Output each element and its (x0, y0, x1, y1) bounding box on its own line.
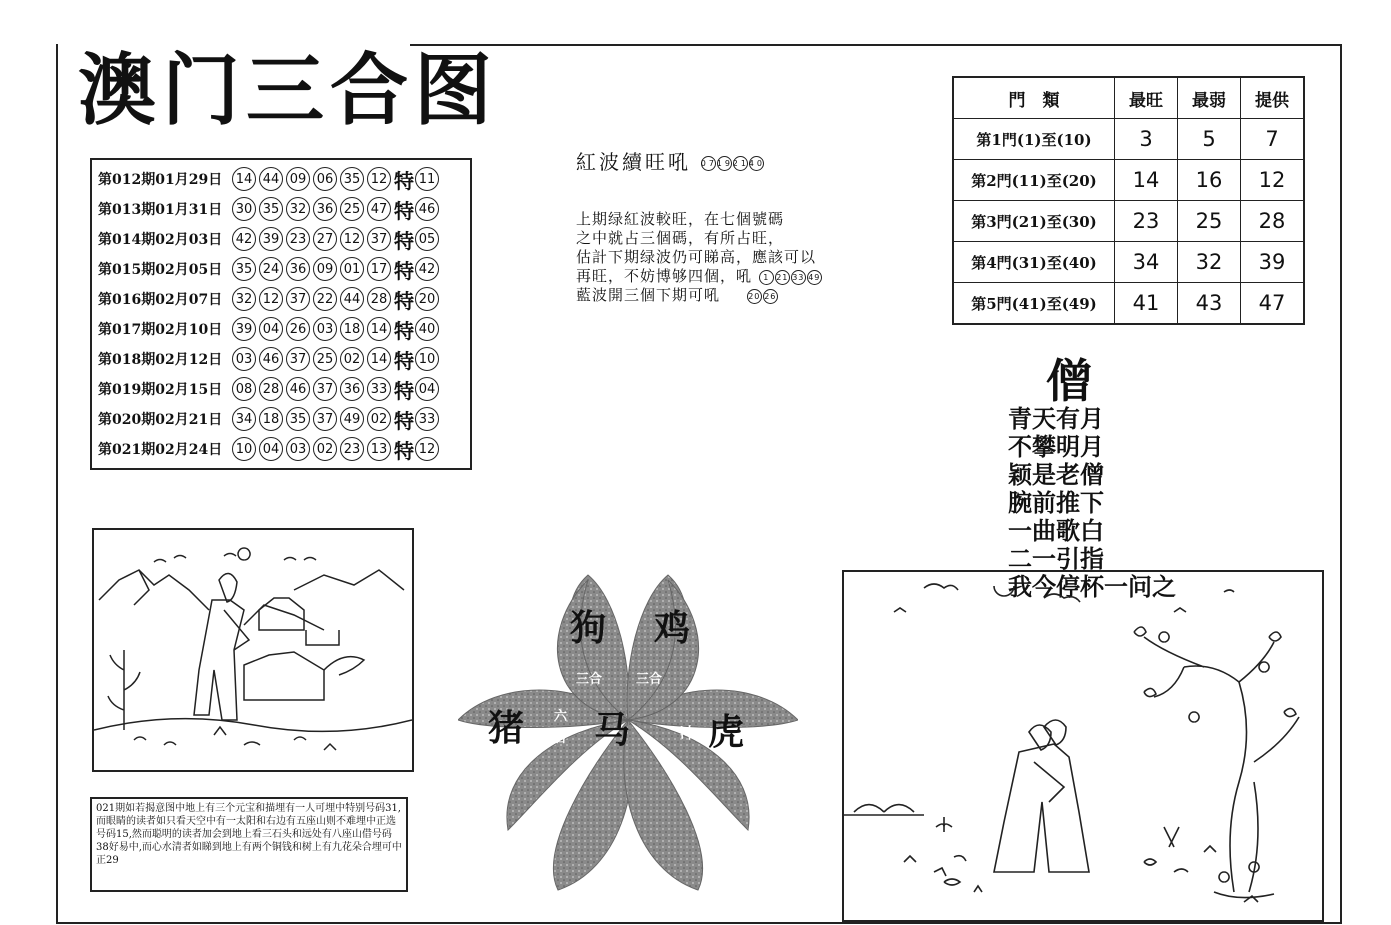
frame-right (1340, 44, 1342, 924)
number-ball: 32 (232, 287, 256, 311)
number-ball: 39 (232, 317, 256, 341)
hint-title-text: 紅波續旺吼 (576, 150, 691, 174)
scholar-drawing (94, 530, 412, 770)
number-ball: 17 (367, 257, 391, 281)
frame-top (410, 44, 1340, 46)
door-max: 23 (1115, 201, 1178, 242)
special-number-ball: 33 (415, 407, 439, 431)
number-ball: 35 (232, 257, 256, 281)
number-ball: 27 (313, 227, 337, 251)
special-mark: 特 (394, 288, 414, 313)
draw-history-table (90, 158, 472, 470)
number-ball: 10 (232, 437, 256, 461)
number-ball: 37 (286, 287, 310, 311)
hint-title (576, 146, 764, 175)
label-sanhe-left: 三合 (576, 672, 603, 687)
special-mark: 特 (394, 438, 414, 463)
mini-number-ball: 49 (807, 270, 822, 285)
door-row (953, 242, 1304, 283)
number-ball: 02 (367, 407, 391, 431)
poem-line: 我今停杯一问之 (1008, 572, 1176, 601)
mini-number-ball: 33 (791, 270, 806, 285)
label-chong: 冲 (680, 724, 696, 742)
draw-period-label: 第012期01月29日 (98, 172, 223, 188)
header-give: 提供 (1241, 77, 1305, 119)
number-ball: 22 (313, 287, 337, 311)
door-max: 14 (1115, 160, 1178, 201)
door-give: 12 (1241, 160, 1305, 201)
number-ball: 37 (367, 227, 391, 251)
number-ball: 14 (367, 317, 391, 341)
special-number-ball: 04 (415, 377, 439, 401)
header-min: 最弱 (1178, 77, 1241, 119)
number-ball: 02 (313, 437, 337, 461)
history-row (98, 405, 442, 433)
hint-line: 估計下期绿波仍可睇高，應該可以 (576, 248, 817, 266)
door-min: 43 (1178, 283, 1241, 325)
number-ball: 18 (340, 317, 364, 341)
special-mark: 特 (394, 348, 414, 373)
draw-period-label: 第015期02月05日 (98, 262, 223, 278)
number-ball: 23 (340, 437, 364, 461)
number-ball: 36 (286, 257, 310, 281)
number-ball: 36 (313, 197, 337, 221)
special-number-ball: 11 (415, 167, 439, 191)
draw-period-label: 第019期02月15日 (98, 382, 223, 398)
door-row (953, 160, 1304, 201)
number-ball: 30 (232, 197, 256, 221)
hint-line: 上期绿紅波較旺，在七個號碼 (576, 210, 785, 228)
number-ball: 35 (286, 407, 310, 431)
number-ball: 44 (259, 167, 283, 191)
door-label: 第3門(21)至(30) (953, 201, 1115, 242)
number-ball: 03 (286, 437, 310, 461)
special-mark: 特 (394, 408, 414, 433)
animal-dog: 狗 (570, 607, 607, 649)
special-mark: 特 (394, 378, 414, 403)
hint-body (576, 210, 876, 305)
number-ball: 04 (259, 317, 283, 341)
number-ball: 03 (232, 347, 256, 371)
hint-line (576, 267, 876, 286)
special-number-ball: 42 (415, 257, 439, 281)
number-ball: 14 (232, 167, 256, 191)
history-row (98, 225, 442, 253)
door-row (953, 201, 1304, 242)
number-ball: 46 (286, 377, 310, 401)
door-row (953, 283, 1304, 325)
special-mark: 特 (394, 228, 414, 253)
label-sanhe-right: 三合 (636, 672, 663, 687)
special-mark: 特 (394, 168, 414, 193)
history-row (98, 315, 442, 343)
door-min: 16 (1178, 160, 1241, 201)
number-ball: 12 (367, 167, 391, 191)
poem-title: 僧 (1046, 354, 1092, 408)
number-ball: 46 (259, 347, 283, 371)
number-ball: 24 (259, 257, 283, 281)
door-table (952, 76, 1305, 325)
special-number-ball: 12 (415, 437, 439, 461)
header-door: 門 類 (953, 77, 1115, 119)
door-give: 7 (1241, 119, 1305, 160)
door-max: 3 (1115, 119, 1178, 160)
scholar-illustration (92, 528, 414, 772)
door-label: 第5門(41)至(49) (953, 283, 1115, 325)
poem-line: 颖是老僧 (1008, 460, 1104, 489)
door-max: 41 (1115, 283, 1178, 325)
hint-note: 021期如若揭意图中地上有三个元宝和描埋有一人可埋中特别号码31,而眼睛的读者如只看天空中有一太阳和右边有五座山则不难埋中正选号码15,然而聪明的读者加会到地上看三石头和远处有八座山借号码38好易中,而心水清者如睇到地上有两个铜钱和树上有九花朵合埋可中正29 (90, 797, 408, 892)
draw-period-label: 第016期02月07日 (98, 292, 223, 308)
special-number-ball: 20 (415, 287, 439, 311)
number-ball: 32 (286, 197, 310, 221)
number-ball: 26 (286, 317, 310, 341)
poem-line: 一曲歌白 (1008, 516, 1104, 545)
draw-period-label: 第018期02月12日 (98, 352, 223, 368)
poem-line: 腕前推下 (1008, 488, 1104, 517)
special-mark: 特 (394, 258, 414, 283)
hint-line: 之中就占三個碼，有所占旺， (576, 229, 785, 247)
number-ball: 14 (367, 347, 391, 371)
door-max: 34 (1115, 242, 1178, 283)
number-ball: 25 (340, 197, 364, 221)
door-min: 25 (1178, 201, 1241, 242)
number-ball: 37 (313, 377, 337, 401)
label-liuhe: 六合 (554, 709, 568, 746)
special-number-ball: 40 (415, 317, 439, 341)
animal-pig: 猪 (488, 707, 525, 749)
special-number-ball: 46 (415, 197, 439, 221)
door-give: 47 (1241, 283, 1305, 325)
history-row (98, 255, 442, 283)
special-number-ball: 10 (415, 347, 439, 371)
draw-period-label: 第013期01月31日 (98, 202, 223, 218)
number-ball: 01 (340, 257, 364, 281)
poem-line: 二一引指 (1008, 544, 1104, 573)
zodiac-flower (458, 570, 798, 900)
number-ball: 42 (232, 227, 256, 251)
couple-drawing (844, 572, 1322, 920)
number-ball: 35 (340, 167, 364, 191)
special-mark: 特 (394, 198, 414, 223)
door-min: 5 (1178, 119, 1241, 160)
mini-number-ball: 40 (749, 156, 764, 171)
door-give: 28 (1241, 201, 1305, 242)
number-ball: 28 (259, 377, 283, 401)
animal-rooster: 鸡 (654, 607, 691, 649)
mini-number-ball: 1 (759, 270, 774, 285)
hint-line-text: 再旺，不妨博够四個，吼 (576, 267, 753, 285)
number-ball: 49 (340, 407, 364, 431)
number-ball: 37 (286, 347, 310, 371)
hint-title-numbers (700, 150, 764, 174)
hint-line (576, 286, 876, 305)
number-ball: 03 (313, 317, 337, 341)
poem-line: 不攀明月 (1008, 432, 1104, 461)
hint-line-numbers (746, 286, 778, 304)
number-ball: 33 (367, 377, 391, 401)
number-ball: 13 (367, 437, 391, 461)
couple-illustration (842, 570, 1324, 922)
history-row (98, 165, 442, 193)
number-ball: 04 (259, 437, 283, 461)
history-row (98, 375, 442, 403)
number-ball: 12 (340, 227, 364, 251)
number-ball: 23 (286, 227, 310, 251)
number-ball: 09 (286, 167, 310, 191)
history-row (98, 285, 442, 313)
number-ball: 36 (340, 377, 364, 401)
mini-number-ball: 26 (763, 289, 778, 304)
door-label: 第2門(11)至(20) (953, 160, 1115, 201)
page-title: 澳门三合图 (78, 46, 499, 136)
door-give: 39 (1241, 242, 1305, 283)
number-ball: 08 (232, 377, 256, 401)
door-min: 32 (1178, 242, 1241, 283)
number-ball: 35 (259, 197, 283, 221)
number-ball: 25 (313, 347, 337, 371)
animal-horse: 马 (594, 709, 631, 751)
draw-period-label: 第020期02月21日 (98, 412, 223, 428)
hint-line-numbers (758, 267, 822, 285)
special-mark: 特 (394, 318, 414, 343)
poem-line: 青天有月 (1008, 404, 1104, 433)
number-ball: 39 (259, 227, 283, 251)
mini-number-ball: 07 (701, 156, 716, 171)
number-ball: 12 (259, 287, 283, 311)
mini-number-ball: 20 (747, 289, 762, 304)
number-ball: 02 (340, 347, 364, 371)
door-label: 第1門(1)至(10) (953, 119, 1115, 160)
animal-tiger: 虎 (708, 711, 745, 753)
header-max: 最旺 (1115, 77, 1178, 119)
number-ball: 06 (313, 167, 337, 191)
history-row (98, 345, 442, 373)
hint-line-text: 藍波開三個下期可吼 (576, 286, 721, 304)
history-row (98, 195, 442, 223)
history-row (98, 435, 442, 463)
number-ball: 34 (232, 407, 256, 431)
door-row (953, 119, 1304, 160)
special-number-ball: 05 (415, 227, 439, 251)
draw-period-label: 第017期02月10日 (98, 322, 223, 338)
number-ball: 09 (313, 257, 337, 281)
number-ball: 18 (259, 407, 283, 431)
number-ball: 28 (367, 287, 391, 311)
number-ball: 44 (340, 287, 364, 311)
door-table-header (953, 77, 1304, 119)
number-ball: 37 (313, 407, 337, 431)
frame-left (56, 44, 58, 924)
door-label: 第4門(31)至(40) (953, 242, 1115, 283)
mini-number-ball: 19 (717, 156, 732, 171)
mini-number-ball: 21 (733, 156, 748, 171)
mini-number-ball: 21 (775, 270, 790, 285)
draw-period-label: 第021期02月24日 (98, 442, 223, 458)
draw-period-label: 第014期02月03日 (98, 232, 223, 248)
number-ball: 47 (367, 197, 391, 221)
